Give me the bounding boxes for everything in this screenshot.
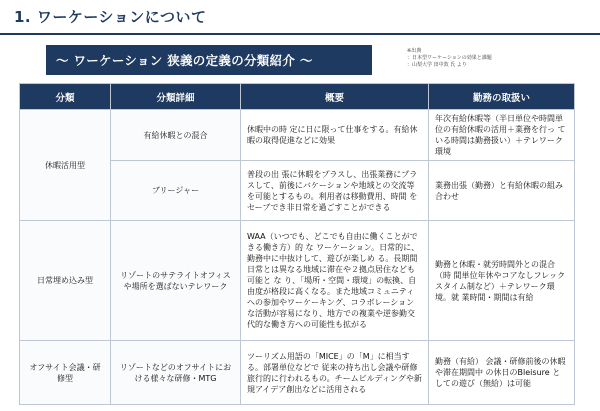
table-row [20, 110, 575, 161]
source-line: ：山梨大学 田中敦 氏 より [407, 62, 467, 68]
source-line: ：日本型ワーケーションの効果と課題 [407, 55, 492, 61]
header-work: 勤務の取扱い [429, 84, 575, 110]
table-row [20, 341, 575, 405]
header-category: 分類 [20, 84, 111, 110]
summary-cell: ツーリズム用語の「MICE」の「M」に相当する。部署単位などで 従来の持ち出し会議や研修旅行的に行われるもの。チームビルディングや新規アイデア創出などに活用される [241, 341, 429, 405]
detail-cell: 有給休暇との混合 [111, 110, 241, 161]
work-cell: 勤務と休暇・就労時間外との混合（時 間単位年休やコアなしフレックスタイム制など）＋テレワーク環境。就 業時間・期間は有給 [429, 221, 575, 341]
source-line: ※出典 [407, 48, 422, 54]
detail-cell: ブリージャー [111, 161, 241, 221]
category-cell: 日常埋め込み型 [20, 221, 111, 341]
title-divider [0, 33, 600, 35]
work-cell: 勤務（有給） 会議・研修前後の休暇や滞在期間中 の休日のBleisure としての遊び（無給）は可能 [429, 341, 575, 405]
section-banner: ～ ワーケーション 狭義の定義の分類紹介 ～ [46, 45, 372, 75]
summary-cell: 休暇中の時 定に日に限って仕事をする。有給休暇の取得促進などに効果 [241, 110, 429, 161]
header-summary: 概要 [241, 84, 429, 110]
category-cell: 休暇活用型 [20, 110, 111, 221]
summary-cell: WAA（いつでも、どこでも自由に働くことができる働き方）的 な ワーケーション。日常的に、勤務中に中抜けして、遊びが楽しめ る。長期間日常とは異なる地域に滞在や２拠点居住なども可能と な り、「場所・空間・環境」の転換、自由度が格段に高くなる。また地域コミュニティへの参加やワーケーキング、コラボレーション な活動が容易になり、地方での複業や逆参勤交代的な働き方への可能性も拡がる [241, 221, 429, 341]
detail-cell: リゾートのサテライトオフィスや場所を選ばないテレワーク [111, 221, 241, 341]
header-detail: 分類詳細 [111, 84, 241, 110]
classification-table [19, 83, 575, 405]
table-row [20, 221, 575, 341]
detail-cell: リゾートなどのオフサイトにおける様々な研修・MTG [111, 341, 241, 405]
table-header-row [20, 84, 575, 110]
summary-cell: 普段の出 張に休暇をプラスし、出張業務にプラスして、前後にバケーションや地域との交流等を可能とするもの。利用者は移動費用、時間 をセーブでき非日常を過ごすことができる [241, 161, 429, 221]
work-cell: 年次有給休暇等（半日単位や時間単 位の有給休暇の活用＋業務を行っ ている時間は勤務扱い）＋テレワーク 環境 [429, 110, 575, 161]
category-cell: オフサイト会議・研修型 [20, 341, 111, 405]
work-cell: 業務出張（勤務）と有給休暇の組み 合わせ [429, 161, 575, 221]
page-title: 1. ワーケーションについて [14, 8, 207, 26]
source-note [407, 48, 547, 69]
